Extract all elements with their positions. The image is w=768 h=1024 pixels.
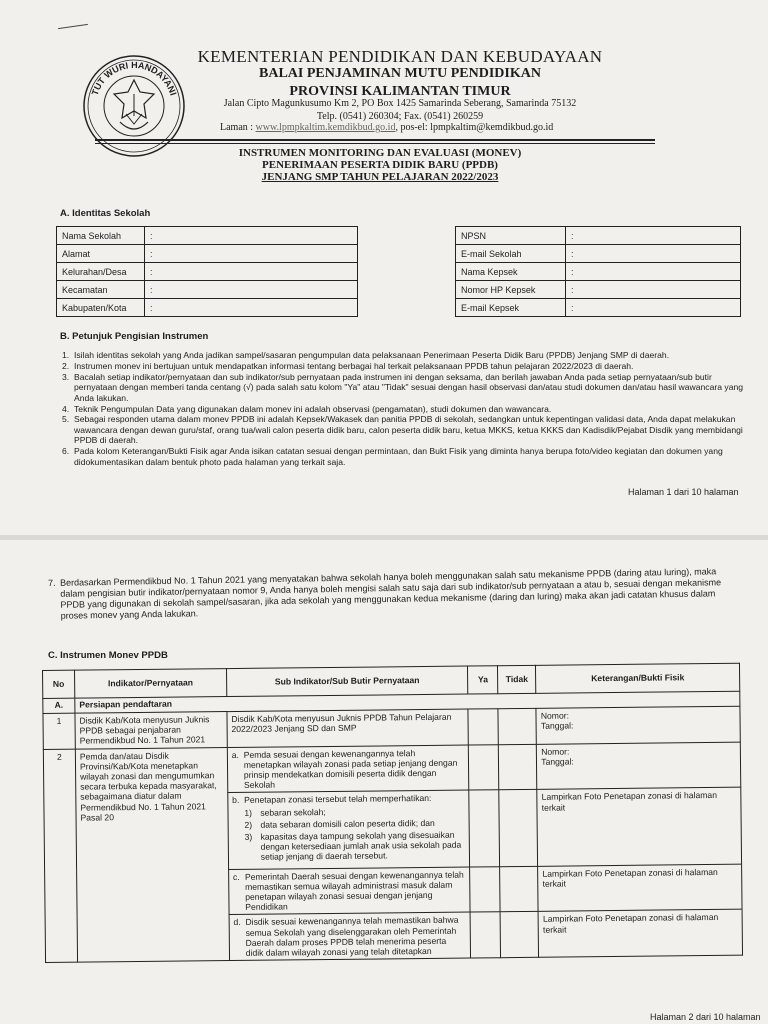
table-row (57, 299, 358, 317)
list-item (62, 404, 752, 414)
sub-text: Disdik sesuai kewenangannya telah memastikan bahwa semua Sekolah yang diselenggarakan oleh Pemerintah Daerah dalam proses PPDB telah menerima peserta didik dalam wilayah zonasi yang telah ditetapkan (245, 915, 459, 958)
table-row (57, 263, 358, 281)
tut-wuri-handayani-logo-icon (80, 50, 188, 158)
list-item (62, 414, 752, 445)
table-row (57, 227, 358, 245)
field-label: Nama Kepsek (456, 263, 566, 281)
col-header-keterangan: Keterangan/Bukti Fisik (536, 663, 740, 693)
ya-checkbox-cell[interactable] (470, 866, 500, 912)
agency-address: Jalan Cipto Magunkusumo Km 2, PO Box 1425 Samarinda Seberang, Samarinda 75132 (223, 98, 577, 109)
email-text: , pos-el: lpmpkaltim@kemdikbud.go.id (395, 122, 554, 133)
tidak-checkbox-cell[interactable] (500, 912, 538, 958)
item-number: 6. (62, 446, 70, 457)
pen-mark (58, 24, 88, 29)
document-page-2 (0, 540, 768, 1024)
alamat-field[interactable]: : (145, 245, 358, 263)
item-text: Sebagai responden utama dalam monev PPDB ini adalah Kepsek/Wakasek dan panitia PPDB di sekolah, sedangkan untuk kepentingan validasi data, Anda dapat melakukan wawancara dengan dewan guru/staf, orang tua/wali calon peserta didik baru, calon peserta didik baru, ketua MKKS, ketua KKKS dan Kadisdik/Pejabat Disdik yang membidangi PPDB di daerah. (74, 414, 743, 446)
sub-text: Pemda sesuai dengan kewenangannya telah menetapkan wilayah zonasi pada setiap jenjang dengan prinsip mendekatkan domisili peserta didik dengan Sekolah (243, 747, 458, 791)
field-label: E-mail Sekolah (456, 245, 566, 263)
sub-letter: a. (231, 749, 239, 760)
field-label: Kecamatan (57, 281, 145, 299)
sub-text: Pemerintah Daerah sesuai dengan kewenangannya telah memastikan semua wilayah administrasi masuk dalam penetapan wilayah zonasi sesuai dengan jenjang Pendidikan (244, 869, 464, 913)
ya-checkbox-cell[interactable] (470, 912, 500, 958)
nama-kepsek-field[interactable]: : (566, 263, 741, 281)
section-a-heading: A. Identitas Sekolah (60, 208, 151, 219)
page-number: Halaman 1 dari 10 halaman (628, 487, 739, 497)
item-number: 5. (62, 414, 70, 425)
ministry-name: KEMENTERIAN PENDIDIKAN DAN KEBUDAYAAN (197, 47, 603, 66)
item-text: Pada kolom Keterangan/Bukti Fisik agar Anda isikan catatan sesuai dengan permintaan, dan Bukt Fisik yang diminta hanya berupa foto/video kegiatan dan dokumen yang didokumentasikan dalam bentuk photo pada halaman yang terkait saja. (74, 446, 723, 467)
instructions-list (62, 350, 752, 467)
keterangan-cell[interactable]: Lampirkan Foto Penetapan zonasi di halaman terkait (538, 910, 742, 958)
sub-indikator-cell (228, 867, 470, 915)
kelurahan-field[interactable]: : (145, 263, 358, 281)
doc-title-line1: INSTRUMEN MONITORING DAN EVALUASI (MONEV) (238, 147, 522, 159)
sub-text: Penetapan zonasi tersebut telah memperhatikan: (244, 793, 432, 806)
province-name: PROVINSI KALIMANTAN TIMUR (289, 84, 511, 99)
bullet-text: sebaran sekolah; (260, 806, 326, 818)
table-row (456, 281, 741, 299)
row-number: 2 (43, 749, 77, 963)
bullet-number: 3) (244, 831, 253, 842)
ya-checkbox-cell[interactable] (469, 744, 499, 790)
sub-indikator-cell (227, 745, 469, 793)
field-label: Kabupaten/Kota (57, 299, 145, 317)
sub-indikator-cell (228, 790, 470, 869)
col-header-ya: Ya (468, 666, 498, 694)
keterangan-cell[interactable] (536, 706, 740, 744)
list-item (62, 361, 752, 371)
monev-instrument-table (42, 663, 743, 964)
table-row (43, 742, 740, 795)
web-label: Laman : (220, 122, 256, 133)
tidak-checkbox-cell[interactable] (500, 866, 538, 912)
item-text: Isilah identitas sekolah yang Anda jadikan sampel/sasaran pengumpulan data pelaksanaan Penerimaan Peserta Didik Baru (PPDB) Jenjang SMP di daerah. (74, 350, 670, 360)
item-number: 4. (62, 403, 70, 414)
table-row (456, 245, 741, 263)
bullet-text: kapasitas daya tampung sekolah yang disesuaikan dengan ketersediaan jumlah anak usia sekolah pada setiap jenjang di daerah tersebut. (260, 829, 462, 863)
table-row (456, 227, 741, 245)
list-item (62, 446, 752, 467)
hp-kepsek-field[interactable]: : (566, 281, 741, 299)
item-number: 1. (62, 350, 70, 360)
bullet-text: data sebaran domisili calon peserta didik; dan (260, 817, 435, 830)
col-header-indikator: Indikator/Pernyataan (74, 669, 226, 699)
keterangan-cell[interactable]: Lampirkan Foto Penetapan zonasi di halaman terkait (538, 864, 742, 912)
tidak-checkbox-cell[interactable] (498, 708, 536, 744)
header-divider-thin (95, 143, 655, 144)
item-text: Berdasarkan Permendikbud No. 1 Tahun 2021 yang menyatakan bahwa sekolah hanya boleh menggunakan salah satu mekanisme PPDB (daring atau luring), maka dalam pengisian butir indikator/pernyataan nomor 9, Anda hanya boleh mengisi salah satu saja dari sub indikator/sub pernyataan a atau b, sesuai dengan mekanisme PPDB yang digunakan di sekolah sampel/sasaran, jika ada sekolah yang menggunakan kedua mekanisme (daring dan luring) maka akan jadi catatan khusus dalam proses monev yang Anda lakukan. (59, 566, 722, 621)
sub-letter: b. (232, 795, 240, 806)
agency-web-line (220, 122, 553, 133)
field-label: Alamat (57, 245, 145, 263)
indikator-cell: Disdik Kab/Kota menyusun Juknis PPDB sebagai penjabaran Permendikbud No. 1 Tahun 2021 (75, 712, 227, 749)
section-b-heading: B. Petunjuk Pengisian Instrumen (60, 331, 209, 342)
ket-nomor: Nomor: (540, 710, 570, 721)
field-label: NPSN (456, 227, 566, 245)
table-row (456, 299, 741, 317)
doc-title-line2: PENERIMAAN PESERTA DIDIK BARU (PPDB) (262, 159, 498, 171)
doc-title-line3: JENJANG SMP TAHUN PELAJARAN 2022/2023 (261, 171, 499, 183)
header-divider (95, 139, 655, 141)
ket-nomor: Nomor: (541, 746, 570, 757)
page-number: Halaman 2 dari 10 halaman (650, 1012, 761, 1022)
kabupaten-field[interactable]: : (145, 299, 358, 317)
item-number: 3. (62, 371, 70, 382)
row-number: 1 (43, 713, 75, 749)
sub-indikator-cell (229, 912, 471, 960)
tidak-checkbox-cell[interactable] (499, 790, 538, 867)
web-url-link[interactable]: www.lpmpkaltim.kemdikbud.go.id (255, 122, 396, 133)
bullet-number: 1) (244, 807, 252, 818)
table-row (57, 281, 358, 299)
sub-letter: c. (232, 871, 240, 882)
npsn-field[interactable]: : (566, 227, 741, 245)
school-identity-table-right (455, 226, 741, 317)
list-item (62, 350, 752, 360)
table-row (57, 245, 358, 263)
section-c-heading: C. Instrumen Monev PPDB (48, 650, 168, 661)
indikator-cell: Pemda dan/atau Disdik Provinsi/Kab/Kota menetapkan wilayah zonasi dan mengumumkan secara terbuka kepada masyarakat, sebagaimana diatur dalam Permendikbud No. 1 Tahun 2021 Pasal 20 (75, 747, 229, 962)
list-item (62, 372, 752, 403)
col-header-no: No (43, 670, 75, 698)
email-kepsek-field[interactable]: : (566, 299, 741, 317)
sub-indikator-cell: Disdik Kab/Kota menyusun Juknis PPDB Tahun Pelajaran 2022/2023 Jenjang SD dan SMP (227, 709, 469, 747)
email-sekolah-field[interactable]: : (566, 245, 741, 263)
field-label: Nomor HP Kepsek (456, 281, 566, 299)
col-header-sub: Sub Indikator/Sub Butir Pernyataan (226, 666, 468, 697)
agency-name: BALAI PENJAMINAN MUTU PENDIDIKAN (259, 66, 541, 81)
table-row (456, 263, 741, 281)
tidak-checkbox-cell[interactable] (499, 744, 537, 790)
item-number: 7. (48, 577, 56, 588)
nama-sekolah-field[interactable]: : (145, 227, 358, 245)
school-identity-table-left (56, 226, 358, 317)
agency-phone: Telp. (0541) 260304; Fax. (0541) 260259 (316, 111, 484, 122)
keterangan-cell[interactable]: Lampirkan Foto Penetapan zonasi di halaman terkait (537, 788, 742, 866)
bullet-number: 2) (244, 819, 253, 830)
sub-letter: d. (233, 917, 241, 928)
item-text: Bacalah setiap indikator/pernyataan dan sub indikator/sub pernyataan pada instrumen ini dengan seksama, dan berilah jawaban Anda pada setiap pernyataan/sub butir pernyataan dengan memberi tanda centang (√) pada salah satu kolom "Ya" atau "Tidak" sesuai dengan hasil observasi dan/atau studi dokumen dan/atau hasil wawancara yang Anda lakukan. (74, 371, 744, 403)
svg-text:TUT WURI HANDAYANI (90, 60, 179, 97)
instruction-item-7 (48, 566, 739, 622)
item-text: Instrumen monev ini bertujuan untuk mendapatkan informasi tentang berbagai hal terkait pelaksanaan PPDB tahun pelajaran 2022/2023 di daerah. (74, 360, 634, 371)
logo-text: TUT WURI HANDAYANI (89, 59, 179, 97)
ket-tanggal: Tanggal: (541, 756, 574, 767)
field-label: E-mail Kepsek (456, 299, 566, 317)
keterangan-cell[interactable] (537, 742, 741, 790)
field-label: Kelurahan/Desa (57, 263, 145, 281)
ya-checkbox-cell[interactable] (468, 709, 498, 745)
ya-checkbox-cell[interactable] (469, 790, 500, 867)
col-header-tidak: Tidak (498, 665, 536, 693)
section-letter: A. (43, 698, 75, 713)
section-label: Persiapan pendaftaran (75, 691, 740, 713)
item-number: 2. (62, 360, 70, 371)
field-label: Nama Sekolah (57, 227, 145, 245)
item-text: Teknik Pengumpulan Data yang digunakan dalam monev ini adalah observasi (pengamatan), studi dokumen dan wawancara. (74, 403, 552, 414)
ket-tanggal: Tanggal: (540, 720, 574, 731)
kecamatan-field[interactable]: : (145, 281, 358, 299)
